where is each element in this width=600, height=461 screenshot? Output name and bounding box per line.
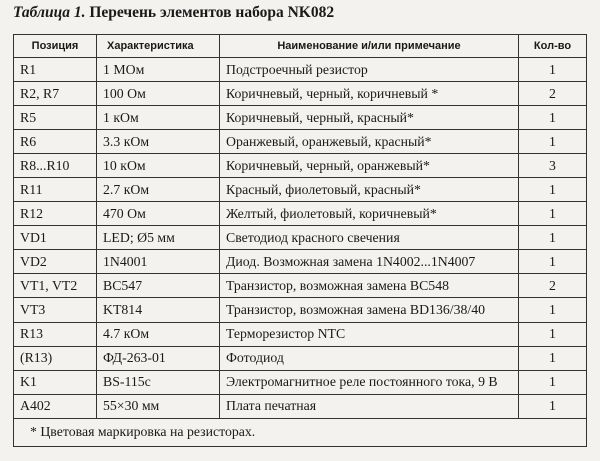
cell-name: Коричневый, черный, красный* xyxy=(220,106,519,130)
cell-characteristic: 55×30 мм xyxy=(97,394,220,418)
table-row xyxy=(14,154,587,178)
cell-characteristic: KT814 xyxy=(97,298,220,322)
cell-qty: 1 xyxy=(519,250,587,274)
cell-characteristic: 10 кОм xyxy=(97,154,220,178)
table-row xyxy=(14,394,587,418)
cell-name: Коричневый, черный, коричневый * xyxy=(220,82,519,106)
header-qty: Кол-во xyxy=(519,35,587,58)
components-table xyxy=(13,34,587,447)
cell-qty: 1 xyxy=(519,322,587,346)
table-row xyxy=(14,274,587,298)
cell-name: Электромагнитное реле постоянного тока, 9 В xyxy=(220,370,519,394)
cell-qty: 1 xyxy=(519,202,587,226)
cell-name: Оранжевый, оранжевый, красный* xyxy=(220,130,519,154)
cell-position: (R13) xyxy=(14,346,97,370)
cell-qty: 1 xyxy=(519,226,587,250)
cell-position: K1 xyxy=(14,370,97,394)
cell-name: Красный, фиолетовый, красный* xyxy=(220,178,519,202)
cell-position: VD1 xyxy=(14,226,97,250)
cell-name: Транзистор, возможная замена BC548 xyxy=(220,274,519,298)
table-row xyxy=(14,322,587,346)
table-footnote: * Цветовая маркировка на резисторах. xyxy=(14,418,587,446)
cell-name: Транзистор, возможная замена BD136/38/40 xyxy=(220,298,519,322)
cell-position: VT1, VT2 xyxy=(14,274,97,298)
cell-position: R1 xyxy=(14,58,97,82)
header-position: Позиция xyxy=(14,35,97,58)
header-name: Наименование и/или примечание xyxy=(220,35,519,58)
table-row xyxy=(14,202,587,226)
cell-characteristic: 1N4001 xyxy=(97,250,220,274)
cell-characteristic: 2.7 кОм xyxy=(97,178,220,202)
cell-qty: 2 xyxy=(519,82,587,106)
cell-qty: 1 xyxy=(519,58,587,82)
cell-qty: 1 xyxy=(519,298,587,322)
cell-qty: 1 xyxy=(519,106,587,130)
cell-position: R5 xyxy=(14,106,97,130)
table-row xyxy=(14,298,587,322)
cell-position: R11 xyxy=(14,178,97,202)
cell-characteristic: BS-115c xyxy=(97,370,220,394)
cell-name: Желтый, фиолетовый, коричневый* xyxy=(220,202,519,226)
table-header-row xyxy=(14,35,587,58)
cell-characteristic: BC547 xyxy=(97,274,220,298)
cell-characteristic: 1 кОм xyxy=(97,106,220,130)
table-row xyxy=(14,250,587,274)
cell-characteristic: 1 МОм xyxy=(97,58,220,82)
cell-name: Терморезистор NTC xyxy=(220,322,519,346)
cell-name: Диод. Возможная замена 1N4002...1N4007 xyxy=(220,250,519,274)
table-row xyxy=(14,226,587,250)
cell-name: Подстроечный резистор xyxy=(220,58,519,82)
cell-name: Фотодиод xyxy=(220,346,519,370)
cell-characteristic: 470 Ом xyxy=(97,202,220,226)
table-row xyxy=(14,346,587,370)
cell-position: R6 xyxy=(14,130,97,154)
cell-qty: 3 xyxy=(519,154,587,178)
cell-qty: 2 xyxy=(519,274,587,298)
cell-position: R2, R7 xyxy=(14,82,97,106)
table-row xyxy=(14,58,587,82)
table-row xyxy=(14,106,587,130)
cell-qty: 1 xyxy=(519,178,587,202)
caption-lead: Таблица 1. xyxy=(13,4,86,21)
cell-qty: 1 xyxy=(519,370,587,394)
table-row xyxy=(14,82,587,106)
cell-characteristic: ФД-263-01 xyxy=(97,346,220,370)
cell-qty: 1 xyxy=(519,346,587,370)
cell-qty: 1 xyxy=(519,394,587,418)
cell-name: Плата печатная xyxy=(220,394,519,418)
cell-characteristic: 4.7 кОм xyxy=(97,322,220,346)
cell-position: VT3 xyxy=(14,298,97,322)
cell-position: R13 xyxy=(14,322,97,346)
cell-characteristic: LED; Ø5 мм xyxy=(97,226,220,250)
cell-name: Коричневый, черный, оранжевый* xyxy=(220,154,519,178)
table-row xyxy=(14,130,587,154)
cell-characteristic: 100 Ом xyxy=(97,82,220,106)
header-characteristic: Характеристика xyxy=(97,35,220,58)
cell-position: R12 xyxy=(14,202,97,226)
table-row xyxy=(14,178,587,202)
cell-position: VD2 xyxy=(14,250,97,274)
cell-name: Светодиод красного свечения xyxy=(220,226,519,250)
caption-title: Перечень элементов набора NK082 xyxy=(89,4,335,21)
cell-qty: 1 xyxy=(519,130,587,154)
cell-position: A402 xyxy=(14,394,97,418)
table-caption xyxy=(13,4,334,22)
cell-characteristic: 3.3 кОм xyxy=(97,130,220,154)
cell-position: R8...R10 xyxy=(14,154,97,178)
table-row xyxy=(14,370,587,394)
table-footnote-row xyxy=(14,418,587,446)
